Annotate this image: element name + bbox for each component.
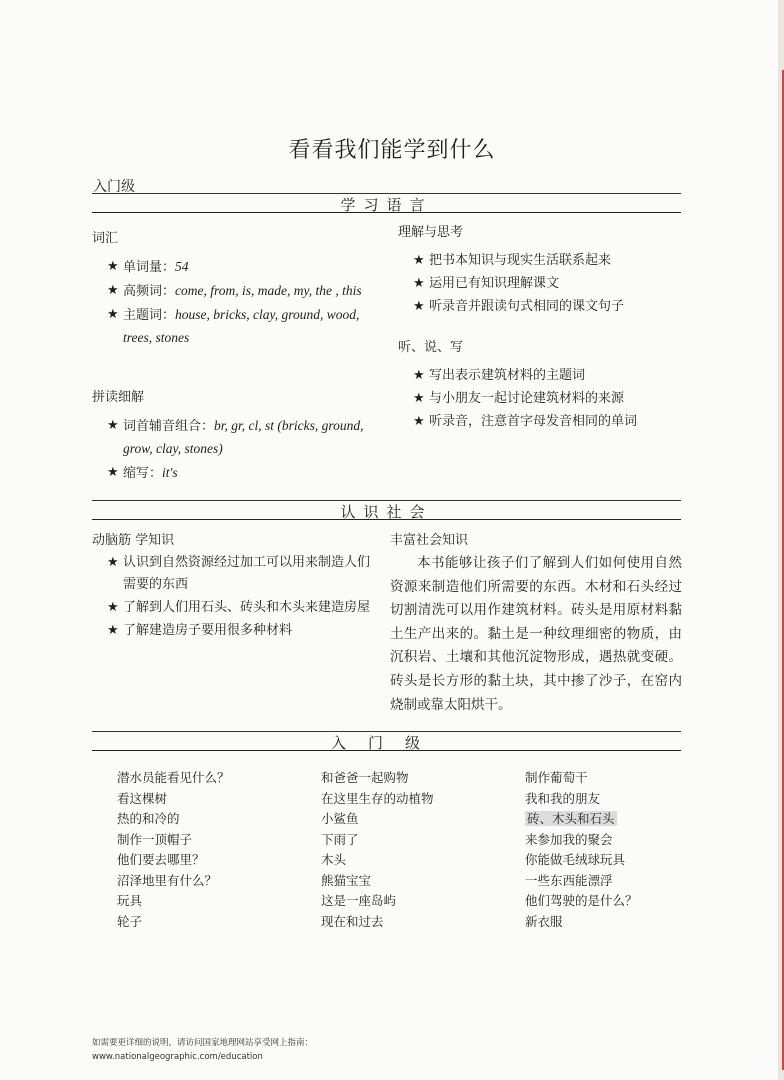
list-item: 小鲨鱼 xyxy=(321,811,359,826)
list-item: 轮子 xyxy=(117,913,143,929)
book-titles-col1 xyxy=(117,768,230,932)
list-item: ★ 高频词：come, from, is, made, my, the , this xyxy=(107,280,382,303)
comprehension-heading: 理解与思考 xyxy=(398,225,464,240)
list-item: 木头 xyxy=(321,852,347,867)
star-icon: ★ xyxy=(107,418,119,433)
current-book-title: 砖、木头和石头 xyxy=(527,811,615,826)
page-title: 看看我们能学到什么 xyxy=(288,138,496,163)
brain-block xyxy=(92,530,382,643)
star-icon: ★ xyxy=(413,299,425,314)
list-item: 制作一顶帽子 xyxy=(117,831,193,847)
list-item: ★ 主题词：house, bricks, clay, ground, wood, trees, stones xyxy=(107,304,382,350)
phonics-heading: 拼读细解 xyxy=(92,390,145,405)
list-item: ★ 写出表示建筑材料的主题词 xyxy=(413,365,682,387)
star-icon: ★ xyxy=(107,283,119,298)
star-icon: ★ xyxy=(107,465,119,480)
section-label: 入门级 xyxy=(330,734,442,752)
list-item: ★ 听录音并跟读句式相同的课文句子 xyxy=(413,296,682,318)
list-item: 沼泽地里有什么？ xyxy=(117,872,218,888)
star-icon: ★ xyxy=(413,368,425,383)
star-icon: ★ xyxy=(107,307,119,322)
star-icon: ★ xyxy=(413,391,425,406)
vocab-block xyxy=(92,228,382,351)
star-icon: ★ xyxy=(107,259,119,274)
list-item: 制作葡萄干 xyxy=(525,770,588,785)
book-titles-col2 xyxy=(321,768,434,932)
list-item: 他们要去哪里？ xyxy=(117,852,205,867)
list-item: ★ 把书本知识与现实生活联系起来 xyxy=(413,250,682,272)
section-header-language xyxy=(92,193,681,213)
list-item: ★ 词首辅音组合：br, gr, cl, st (bricks, ground, grow, clay, stones) xyxy=(107,415,382,461)
section-header-level xyxy=(92,731,681,751)
vocab-heading: 词汇 xyxy=(92,231,119,246)
list-item: 来参加我的聚会 xyxy=(525,831,613,847)
list-item: 你能做毛绒球玩具 xyxy=(525,852,626,867)
book-titles-col3 xyxy=(525,768,638,932)
star-icon: ★ xyxy=(107,600,119,615)
star-icon: ★ xyxy=(107,555,119,570)
list-item: 熊猫宝宝 xyxy=(321,872,372,888)
knowledge-paragraph: 本书能够让孩子们了解到人们如何使用自然资源来制造他们所需要的东西。木材和石头经过切割清洗可以用作建筑材料。砖头是用原材料黏土生产出来的。黏土是一种纹理细密的物质，由沉积岩、土壤和其他沉淀物形成，遇热就变硬。砖头是长方形的黏土块，其中掺了沙子，在窑内烧制或靠太阳烘干。 xyxy=(390,555,682,713)
list-item: 看这棵树 xyxy=(117,790,168,806)
section-label: 学习语言 xyxy=(340,196,433,214)
list-item: ★ 了解建造房子要用很多种材料 xyxy=(107,620,382,642)
list-item: 和爸爸一起购物 xyxy=(321,770,409,785)
section-header-society xyxy=(92,500,681,520)
list-item: 这是一座岛屿 xyxy=(321,893,397,908)
footer-url: www.nationalgeographic.com/education xyxy=(92,1052,263,1062)
lsw-heading: 听、说、写 xyxy=(398,340,464,355)
list-item: 玩具 xyxy=(117,893,143,908)
star-icon: ★ xyxy=(413,253,425,268)
list-item: 下雨了 xyxy=(321,831,359,847)
list-item: 一些东西能漂浮 xyxy=(525,872,613,888)
level-label: 入门级 xyxy=(93,179,135,195)
list-item: ★ 与小朋友一起讨论建筑材料的来源 xyxy=(413,388,682,410)
footer-line: 如需要更详细的说明，请访问国家地理网站享受网上指南： xyxy=(92,1038,314,1048)
section-label: 认识社会 xyxy=(340,503,433,521)
comprehension-block xyxy=(398,222,682,319)
brain-heading: 动脑筋 学知识 xyxy=(92,533,175,548)
list-item: 热的和冷的 xyxy=(117,811,180,826)
star-icon: ★ xyxy=(107,623,119,638)
list-item: ★ 听录音，注意首字母发音相同的单词 xyxy=(413,411,682,433)
list-item: 在这里生存的动植物 xyxy=(321,790,434,806)
list-item: ★ 缩写：it's xyxy=(107,462,382,485)
list-item: ★ 单词量：54 xyxy=(107,256,382,279)
star-icon: ★ xyxy=(413,414,425,429)
footer-note xyxy=(92,1036,313,1064)
list-item: 潜水员能看见什么？ xyxy=(117,770,230,785)
phonics-block xyxy=(92,387,382,486)
list-item: 新衣服 xyxy=(525,913,563,929)
list-item: ★ 了解到人们用石头、砖头和木头来建造房屋 xyxy=(107,597,382,619)
list-item: ★ 认识到自然资源经过加工可以用来制造人们需要的东西 xyxy=(107,552,382,596)
knowledge-block xyxy=(390,530,682,717)
list-item: 他们驾驶的是什么？ xyxy=(525,893,638,908)
list-item: 我和我的朋友 xyxy=(525,790,601,806)
list-item: ★ 运用已有知识理解课文 xyxy=(413,273,682,295)
star-icon: ★ xyxy=(413,276,425,291)
list-item: 现在和过去 xyxy=(321,913,384,929)
lsw-block xyxy=(398,337,682,434)
knowledge-heading: 丰富社会知识 xyxy=(390,533,469,548)
